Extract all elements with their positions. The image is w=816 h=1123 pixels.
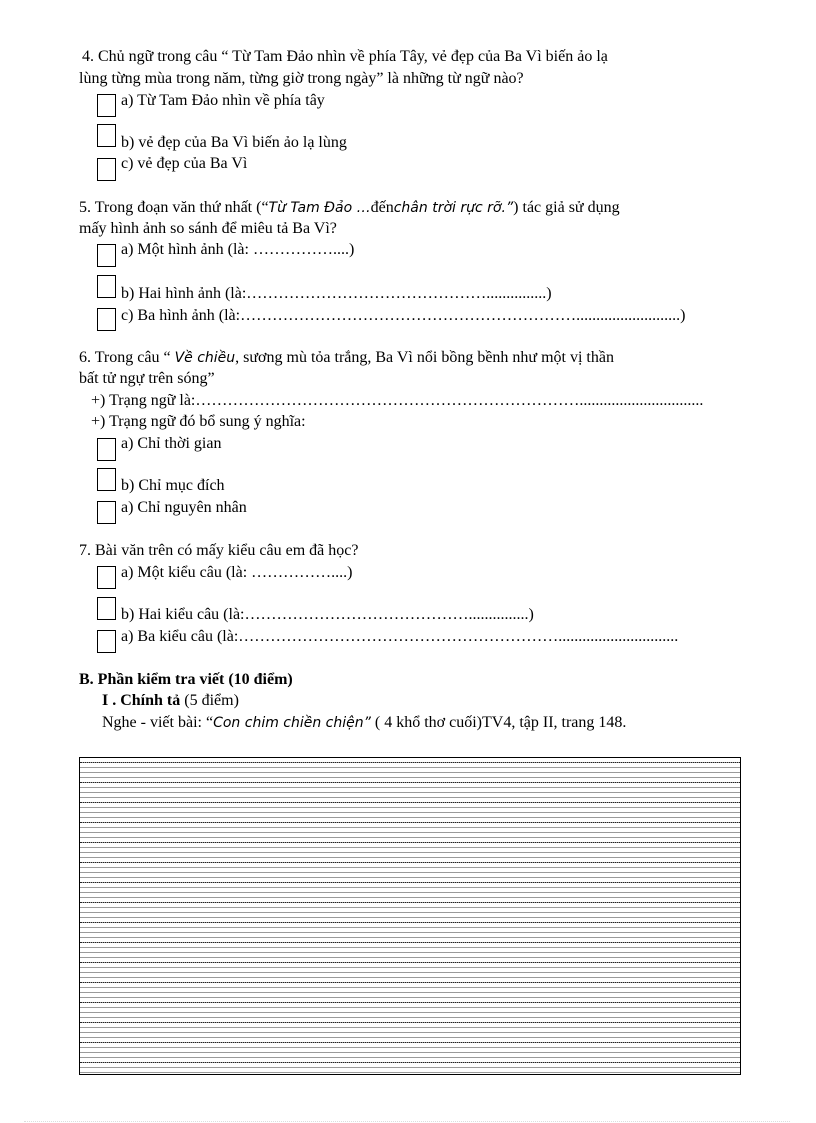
q6-line1-italic: Về chiều <box>174 350 236 366</box>
q7-option-a: a) Một kiểu câu (là: ……………....) <box>121 564 353 581</box>
q6-line1-part-b: , sương mù tỏa trắng, Ba Vì nổi bồng bềnh như một vị thần <box>235 349 614 366</box>
writing-guide-line <box>80 1002 740 1003</box>
q7-option-c: a) Ba kiểu câu (là:…………………………………………………….............................. <box>121 628 679 645</box>
q4-option-c-checkbox[interactable] <box>97 158 116 181</box>
writing-guide-line <box>80 882 740 883</box>
q5-option-b: b) Hai hình ảnh (là:………………………………………...............) <box>121 285 552 302</box>
q5-line1-italic-2: chân trời rực rỡ.” <box>393 200 514 216</box>
writing-guide-line <box>80 822 740 823</box>
q6-option-a-checkbox[interactable] <box>97 438 116 461</box>
q6-line2: bất tử ngự trên sóng” <box>79 370 215 387</box>
writing-guide-line <box>80 1062 740 1063</box>
writing-guide-line <box>80 862 740 863</box>
q5-line1 <box>79 198 620 218</box>
writing-guide-line <box>80 842 740 843</box>
q7-line1: 7. Bài văn trên có mấy kiểu câu em đã học? <box>79 542 359 559</box>
writing-guide-line <box>80 982 740 983</box>
q5-line2: mấy hình ảnh so sánh để miêu tả Ba Vì? <box>79 220 337 237</box>
q7-option-c-checkbox[interactable] <box>97 630 116 653</box>
dictation-part-a: Nghe - viết bài: “ <box>102 714 214 731</box>
writing-guide-line <box>80 782 740 783</box>
q5-option-a-checkbox[interactable] <box>97 244 116 267</box>
q5-line1-part-b: đến <box>370 199 394 216</box>
writing-guide-line <box>80 762 740 763</box>
q5-option-b-checkbox[interactable] <box>97 275 116 298</box>
q5-line1-part-a: 5. Trong đoạn văn thứ nhất (“ <box>79 199 269 216</box>
writing-guide-line <box>80 802 740 803</box>
q4-line1: 4. Chủ ngữ trong câu “ Từ Tam Đảo nhìn về phía Tây, vẻ đẹp của Ba Vì biến ảo lạ <box>82 48 608 65</box>
q6-meaning-line: +) Trạng ngữ đó bổ sung ý nghĩa: <box>91 413 306 430</box>
writing-area[interactable] <box>79 757 741 1075</box>
writing-guide-line <box>80 902 740 903</box>
q4-line2: lùng từng mùa trong năm, từng giờ trong ngày” là những từ ngữ nào? <box>79 70 524 87</box>
q4-option-b-checkbox[interactable] <box>97 124 116 147</box>
q5-line1-italic-1: Từ Tam Đảo … <box>268 200 371 216</box>
q6-line1-part-a: 6. Trong câu “ <box>79 349 175 366</box>
q4-option-c: c) vẻ đẹp của Ba Vì <box>121 155 248 172</box>
part-b-title: B. Phần kiểm tra viết (10 điểm) <box>79 671 293 688</box>
q7-option-a-checkbox[interactable] <box>97 566 116 589</box>
q6-option-c: a) Chỉ nguyên nhân <box>121 499 247 516</box>
q7-option-b: b) Hai kiểu câu (là:……………………………………...............) <box>121 606 534 623</box>
page-bottom-divider <box>24 1121 790 1122</box>
q6-option-b-checkbox[interactable] <box>97 468 116 491</box>
q5-option-c-checkbox[interactable] <box>97 308 116 331</box>
spelling-heading <box>102 691 239 711</box>
spelling-heading-points: (5 điểm) <box>180 692 239 709</box>
q6-line1 <box>79 348 614 368</box>
writing-guide-line <box>80 922 740 923</box>
q4-option-a-checkbox[interactable] <box>97 94 116 117</box>
q5-line1-part-c: ) tác giả sử dụng <box>513 199 620 216</box>
writing-guide-line <box>80 962 740 963</box>
q7-option-b-checkbox[interactable] <box>97 597 116 620</box>
q6-option-b: b) Chỉ mục đích <box>121 477 225 494</box>
writing-guide-line <box>80 1022 740 1023</box>
dictation-instruction <box>102 713 626 733</box>
q5-option-c: c) Ba hình ảnh (là:………………………………………………………..........................) <box>121 307 686 324</box>
writing-guide-line <box>80 942 740 943</box>
q6-adverbial-line: +) Trạng ngữ là:………………………………………………………………............................... <box>91 392 704 409</box>
dictation-title: Con chim chiền chiện” <box>213 715 371 731</box>
q6-option-a: a) Chỉ thời gian <box>121 435 222 452</box>
dictation-part-b: ( 4 khổ thơ cuối)TV4, tập II, trang 148. <box>370 714 627 731</box>
q4-option-b: b) vẻ đẹp của Ba Vì biến ảo lạ lùng <box>121 134 347 151</box>
writing-guide-line <box>80 1042 740 1043</box>
q5-option-a: a) Một hình ảnh (là: ……………....) <box>121 241 355 258</box>
q4-option-a: a) Từ Tam Đảo nhìn về phía tây <box>121 92 325 109</box>
q6-option-c-checkbox[interactable] <box>97 501 116 524</box>
spelling-heading-bold: I . Chính tả <box>102 692 181 709</box>
